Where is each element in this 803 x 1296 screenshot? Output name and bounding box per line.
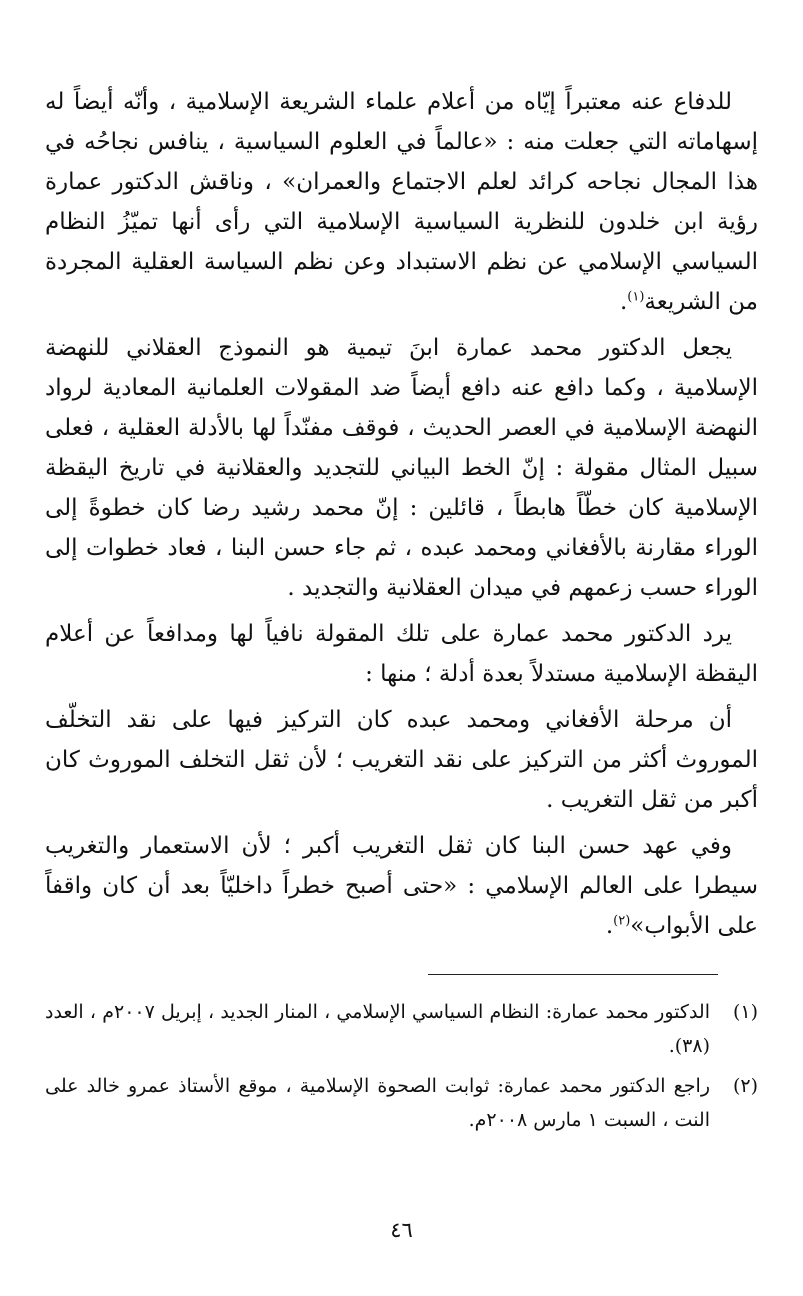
- paragraph-4: [45, 700, 758, 820]
- paragraph-1-tail: .: [619, 289, 628, 315]
- paragraph-1: [45, 82, 758, 322]
- page-number: ٤٦: [390, 1218, 413, 1242]
- paragraph-5-tail: .: [605, 913, 614, 939]
- footnote-1-text: الدكتور محمد عمارة: النظام السياسي الإسلامي ، المنار الجديد ، إبريل ٢٠٠٧م ، العدد (٣٨).: [45, 1001, 710, 1057]
- paragraph-5-text: وفي عهد حسن البنا كان ثقل التغريب أكبر ؛ لأن الاستعمار والتغريب سيطرا على العالم الإسلامي : «حتى أصبح خطراً داخليّاً بعد أن كان واقفاً على الأبواب»: [45, 833, 758, 939]
- paragraph-3-text: يرد الدكتور محمد عمارة على تلك المقولة نافياً لها ومدافعاً عن أعلام اليقظة الإسلامية مستدلاً بعدة أدلة ؛ منها :: [45, 621, 758, 687]
- footnote-2-number: (٢): [732, 1075, 758, 1097]
- paragraph-4-text: أن مرحلة الأفغاني ومحمد عبده كان التركيز فيها على نقد التخلّف الموروث أكثر من التركيز على نقد التغريب ؛ لأن ثقل التخلف الموروث كان أكبر من ثقل التغريب .: [45, 707, 758, 813]
- paragraph-5: [45, 826, 758, 946]
- paragraph-2: [45, 328, 758, 608]
- footnote-ref-2: (٢): [613, 913, 631, 929]
- paragraph-1-text: للدفاع عنه معتبراً إيّاه من أعلام علماء الشريعة الإسلامية ، وأنّه أيضاً له إسهاماته التي جعلت منه : «عالماً في العلوم السياسية ، ينافس نجاحُه في هذا المجال نجاحه كرائد لعلم الاجتماع والعمران» ، وناقش الدكتور عمارة رؤية ابن خلدون للنظرية السياسية الإسلامية التي رأى أنها تميّزُ النظام السياسي الإسلامي عن نظم الاستبداد وعن نظم السياسة العقلية المجردة من الشريعة: [45, 89, 758, 315]
- body-text: [45, 82, 758, 946]
- footnote-2: [45, 1069, 758, 1137]
- paragraph-2-text: يجعل الدكتور محمد عمارة ابنَ تيمية هو النموذج العقلاني للنهضة الإسلامية ، وكما دافع عنه دافع أيضاً ضد المقولات العلمانية المعادية لرواد النهضة الإسلامية في العصر الحديث ، فوقف مفنّداً لها بالأدلة العقلية ، فعلى سبيل المثال مقولة : إنّ الخط البياني للتجديد والعقلانية في تاريخ اليقظة الإسلامية كان خطّاً هابطاً ، قائلين : إنّ محمد رشيد رضا كان خطوةً إلى الوراء مقارنة بالأفغاني ومحمد عبده ، ثم جاء حسن البنا ، فعاد خطوات إلى الوراء حسب زعمهم في ميدان العقلانية والتجديد .: [45, 335, 758, 601]
- footnote-2-text: راجع الدكتور محمد عمارة: ثوابت الصحوة الإسلامية ، موقع الأستاذ عمرو خالد على النت ، السبت ١ مارس ٢٠٠٨م.: [45, 1075, 710, 1131]
- footnote-ref-1: (١): [627, 289, 645, 305]
- footnote-1: [45, 995, 758, 1063]
- footnotes: [45, 995, 758, 1137]
- footnote-1-number: (١): [732, 1001, 758, 1023]
- footnote-divider: [428, 974, 718, 975]
- paragraph-3: [45, 614, 758, 694]
